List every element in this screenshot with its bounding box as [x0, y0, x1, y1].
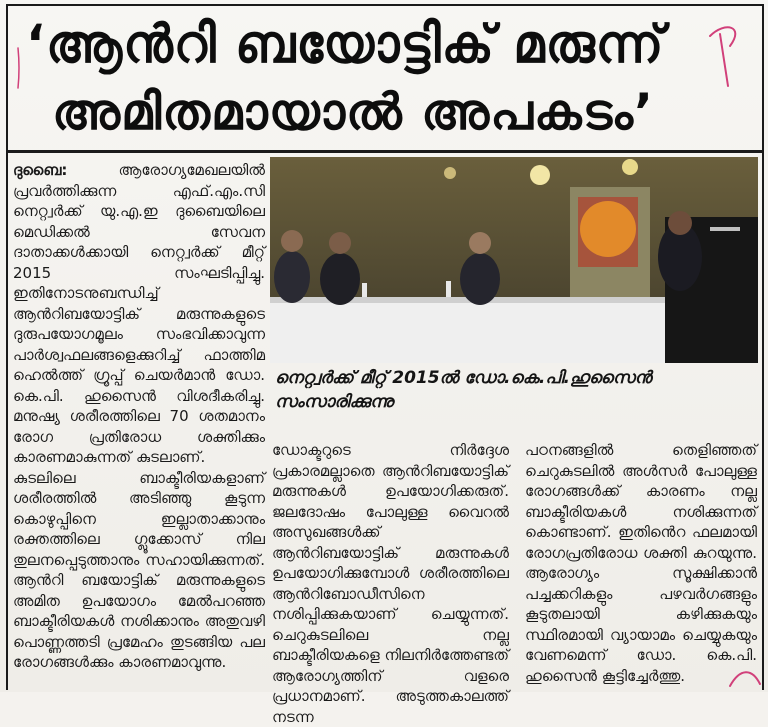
- article-column-1: [13, 160, 265, 684]
- article-column-2: ഡോക്ടറുടെ നിർദ്ദേശ പ്രകാരമല്ലാതെ ആൻറിബയോട്ടിക് മരുന്നുകൾ ഉപയോഗിക്കരുത്. ജലദോഷം പോലുള്ള വൈറൽ അസുഖങ്ങൾക്ക് ആൻറിബയോട്ടിക് മരുന്നുകൾ ഉപയോഗിക്കുമ്പോൾ ശരീരത്തിലെ ആൻറിബോഡീസിനെ നശിപ്പിക്കുകയാണ് ചെയ്യുന്നത്. ചെറുകുടലിലെ നല്ല ബാക്ടീരിയകളെ നിലനിർത്തേണ്ടത് ആരോഗ്യത്തിന് വളരെ പ്രധാനമാണ്. അടുത്തകാലത്ത് നടന്ന: [272, 441, 509, 726]
- article-text-col1: ആരോഗ്യമേഖലയിൽ പ്രവർത്തിക്കുന്ന എഫ്.എം.സി നെറ്റ്വർക്ക് യു.എ.ഇ ദുബൈയിലെ മെഡിക്കൽ സേവന ദാതാക്കൾക്കായി നെറ്റ്വർക്ക് മീറ്റ് 2015 സംഘടിപ്പിച്ചു. ഇതിനോടനുബന്ധിച്ച് ആൻറിബയോട്ടിക് മരുന്നുകളുടെ ദുരുപയോഗമൂലം സംഭവിക്കാവുന്ന പാർശ്വഫലങ്ങളെക്കുറിച്ച് ഫാത്തിമ ഹെൽത്ത് ഗ്രൂപ്പ് ചെയർമാൻ ഡോ. കെ.പി. ഹുസൈൻ വിശദീകരിച്ചു. മനുഷ്യ ശരീരത്തിലെ 70 ശതമാനം രോഗ പ്രതിരോധ ശക്തിക്കും കാരണമാകുന്നത് കുടലാണ്.: [13, 161, 265, 466]
- article-column-3: പഠനങ്ങളിൽ തെളിഞ്ഞത് ചെറുകുടലിൽ അൾസർ പോലുള്ള രോഗങ്ങൾക്ക് കാരണം നല്ല ബാക്ടീരിയകൾ നശിക്കുന്നത് കൊണ്ടാണ്. ഇതിൻെറ ഫലമായി രോഗപ്രതിരോധ ശക്തി കുറയുന്നു. ആരോഗ്യം സൂക്ഷിക്കാൻ പച്ചക്കറികളും പഴവർഗങ്ങളും കൂടുതലായി കഴിക്കുകയും സ്ഥിരമായി വ്യായാമം ചെയ്യുകയും വേണമെന്ന് ഡോ. കെ.പി. ഹുസൈൻ കൂട്ടിച്ചേർത്തു.: [525, 441, 757, 685]
- headline-divider: [8, 150, 762, 153]
- headline-line-1: ‘ആൻറി ബയോട്ടിക് മരുന്ന്: [26, 13, 665, 75]
- event-photo: [270, 157, 758, 363]
- event-photo-illustration: [270, 157, 758, 363]
- dateline: ദുബൈ:: [13, 161, 68, 179]
- article-paragraph-1: [13, 160, 265, 468]
- frame-right-rule: [762, 4, 764, 690]
- photo-caption: നെറ്റ്വർക്ക് മീറ്റ് 2015ൽ ഡോ.കെ.പി.ഹുസൈൻ സംസാരിക്കുന്നു: [275, 368, 652, 412]
- frame-left-rule: [6, 4, 8, 690]
- headline-line-2: അമിതമായാൽ അപകടം’: [52, 83, 655, 141]
- article-paragraph-2: കുടലിലെ ബാക്ടീരിയകളാണ് ശരീരത്തിൽ അടിഞ്ഞു കൂടുന്ന കൊഴുപ്പിനെ ഇല്ലാതാക്കാനും രക്തത്തിലെ ഗ്ലൂക്കോസ് നില തുലനപ്പെടുത്താനും സഹായിക്കുന്നത്. ആൻറി ബയോട്ടിക് മരുന്നുകളുടെ അമിത ഉപയോഗം മേൽപറഞ്ഞ ബാക്ടീരിയകൾ നശിക്കാനും അതുവഴി പൊണ്ണത്തടി പ്രമേഹം തുടങ്ങിയ പല രോഗങ്ങൾക്കും കാരണമാവുന്നു.: [13, 468, 265, 671]
- frame-top-rule: [6, 4, 764, 6]
